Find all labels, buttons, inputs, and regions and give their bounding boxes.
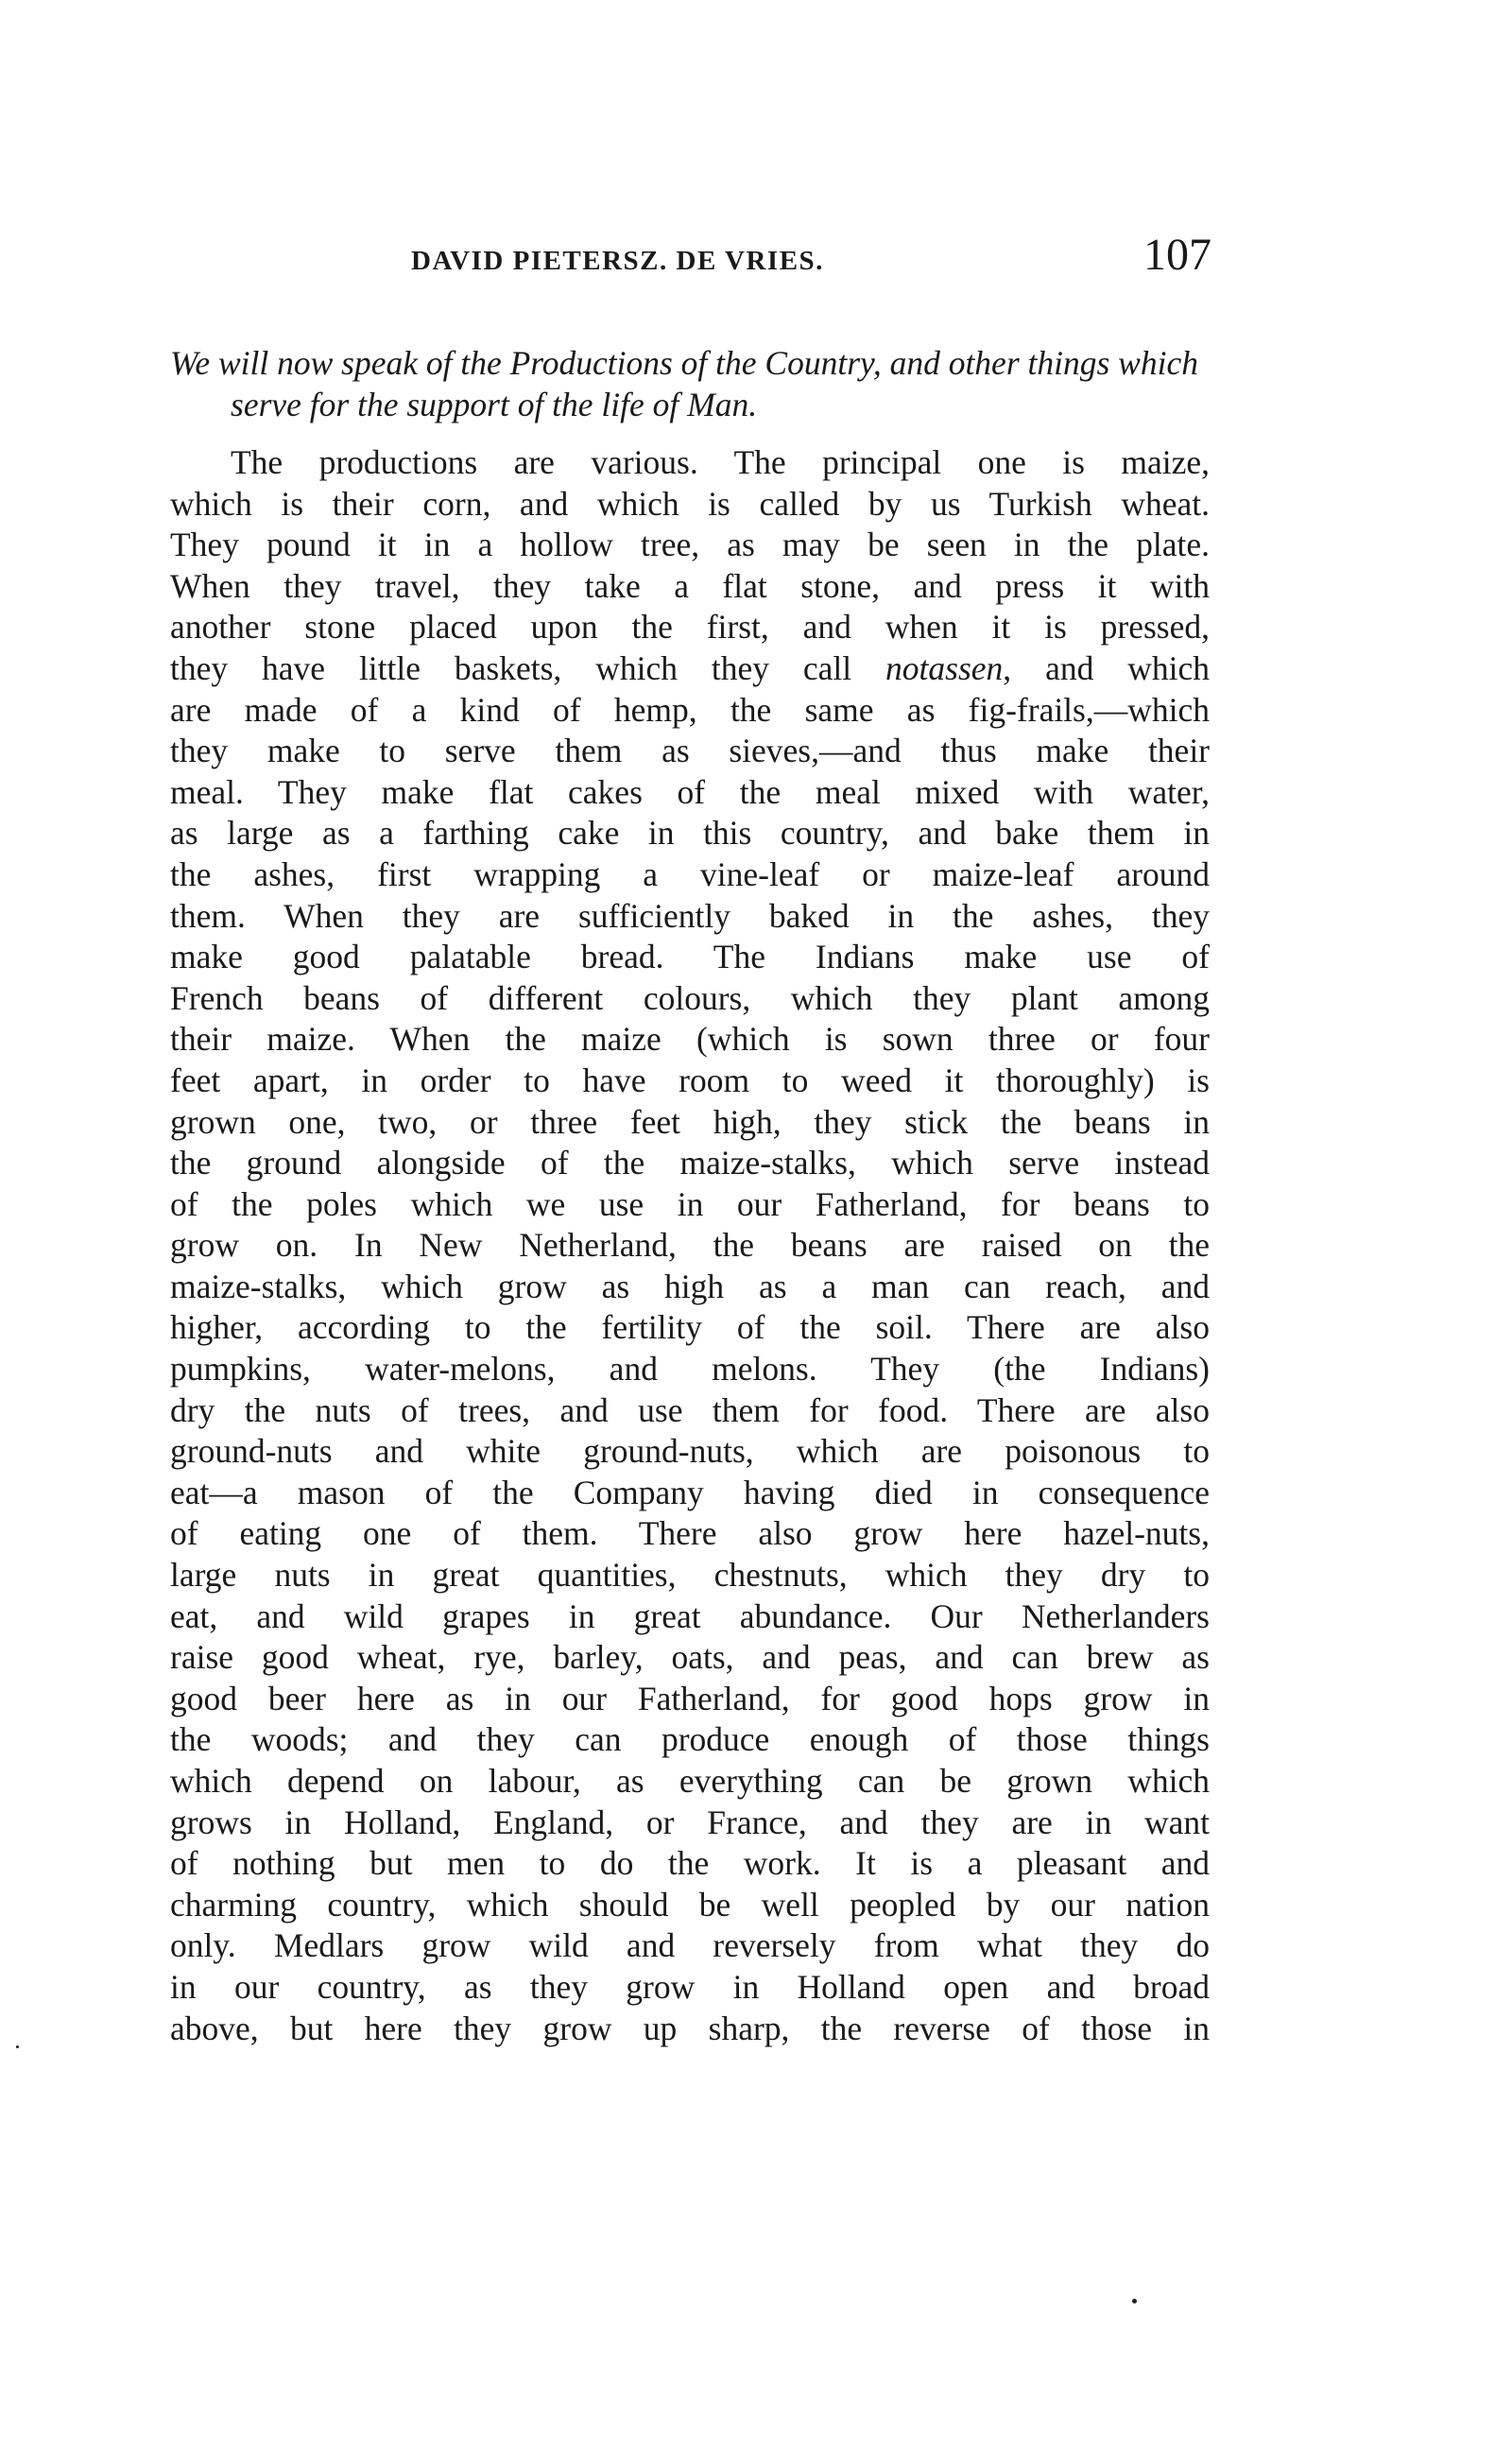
text-line: French beans of different colours, which they plant among <box>170 978 1210 1017</box>
text-line: maize-stalks, which grow as high as a man can reach, and <box>170 1267 1210 1305</box>
body-paragraph <box>170 442 1210 2049</box>
text-line: of nothing but men to do the work. It is a pleasant and <box>170 1844 1210 1883</box>
text-block <box>170 342 1210 2049</box>
text-line: only. Medlars grow wild and reversely from what they do <box>170 1926 1210 1965</box>
text-line: grows in Holland, England, or France, and they are in want <box>170 1803 1210 1841</box>
text-line: they make to serve them as sieves,—and thus make their <box>170 732 1210 770</box>
text-line: feet apart, in order to have room to weed it thoroughly) is <box>170 1061 1210 1099</box>
text-line: of the poles which we use in our Fatherland, for beans to <box>170 1184 1210 1223</box>
text-line: another stone placed upon the first, and when it is pressed, <box>170 608 1210 647</box>
text-line <box>170 648 1210 690</box>
text-line: of eating one of them. There also grow here hazel-nuts, <box>170 1514 1210 1553</box>
text-line: higher, according to the fertility of the soil. There are also <box>170 1308 1210 1347</box>
bottom-speck <box>1132 2299 1137 2303</box>
text-line: good beer here as in our Fatherland, for good hops grow in <box>170 1679 1210 1717</box>
text-line: the ashes, first wrapping a vine-leaf or maize-leaf around <box>170 854 1210 893</box>
text-line: as large as a farthing cake in this country, and bake them in <box>170 814 1210 853</box>
text-line: eat—a mason of the Company having died in consequence <box>170 1473 1210 1511</box>
text-line: make good palatable bread. The Indians make use of <box>170 938 1210 976</box>
text-line: When they travel, they take a flat stone, and press it with <box>170 566 1210 605</box>
text-line: the ground alongside of the maize-stalks, which serve instead <box>170 1144 1210 1182</box>
page-number: 107 <box>1143 230 1211 280</box>
italic-term: notassen <box>885 648 1004 687</box>
text-line: grown one, two, or three feet high, they stick the beans in <box>170 1102 1210 1141</box>
text-line: them. When they are sufficiently baked in the ashes, they <box>170 896 1210 935</box>
text-line: the woods; and they can produce enough of those things <box>170 1720 1210 1759</box>
text-line: which is their corn, and which is called by us Turkish wheat. <box>170 484 1210 523</box>
text-line: ground-nuts and white ground-nuts, which are poisonous to <box>170 1432 1210 1471</box>
text-line: in our country, as they grow in Holland open and broad <box>170 1967 1210 2006</box>
text-line: large nuts in great quantities, chestnuts, which they dry to <box>170 1556 1210 1595</box>
running-head <box>170 230 1211 291</box>
text-line: their maize. When the maize (which is sown three or four <box>170 1020 1210 1059</box>
text-line: dry the nuts of trees, and use them for food. There are also <box>170 1390 1210 1429</box>
section-heading: We will now speak of the Productions of the Country, and other things which serve for the support of the life of Man. <box>170 344 1198 423</box>
text-line: They pound it in a hollow tree, as may be seen in the plate. <box>170 526 1210 564</box>
margin-speck <box>16 2045 19 2048</box>
text-line: raise good wheat, rye, barley, oats, and peas, and can brew as <box>170 1638 1210 1677</box>
text-line: grow on. In New Netherland, the beans are raised on the <box>170 1226 1210 1265</box>
text-line: pumpkins, water-melons, and melons. They (the Indians) <box>170 1350 1210 1389</box>
text-line: above, but here they grow up sharp, the reverse of those in <box>170 2009 1210 2047</box>
text-line: are made of a kind of hemp, the same as fig-frails,—which <box>170 690 1210 729</box>
text-fragment: , and which <box>1003 648 1210 687</box>
text-fragment: they have little baskets, which they call <box>170 648 886 687</box>
text-line: which depend on labour, as everything can be grown which <box>170 1762 1210 1800</box>
text-line: meal. They make flat cakes of the meal mixed with water, <box>170 772 1210 811</box>
running-title: DAVID PIETERSZ. DE VRIES. <box>411 246 824 276</box>
text-line: The productions are various. The principal one is maize, <box>231 443 1210 481</box>
text-line: eat, and wild grapes in great abundance. Our Netherlanders <box>170 1596 1210 1635</box>
text-line: charming country, which should be well peopled by our nation <box>170 1885 1210 1924</box>
